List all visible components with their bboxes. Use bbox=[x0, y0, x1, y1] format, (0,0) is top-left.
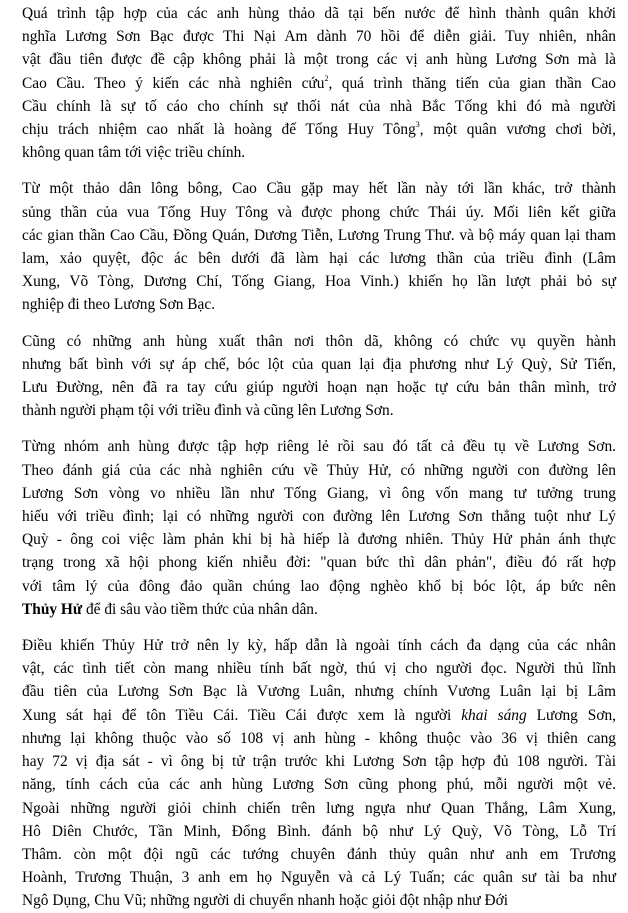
paragraph bbox=[22, 634, 616, 912]
text-line bbox=[22, 247, 616, 270]
text-line bbox=[22, 750, 616, 773]
text-run: vật đầu tiên được đề cập không phải là một trong các vị anh hùng Lương Sơn mà là bbox=[22, 51, 616, 69]
text-run: đầu tiên của Lương Sơn Bạc là Vương Luân, nhưng chính Vương Luân lại bị Lâm bbox=[22, 683, 616, 701]
footnote-marker: 2 bbox=[324, 73, 329, 83]
text-run: lam, xảo quyệt, độc ác bên dưới đã làm hại các lương thần của triều đình (Lâm bbox=[22, 250, 616, 268]
footnote-marker: 3 bbox=[415, 120, 420, 130]
paragraph bbox=[22, 177, 616, 316]
text-line bbox=[22, 72, 616, 95]
text-line bbox=[22, 575, 616, 598]
text-run: không quan tâm tới việc triều chính. bbox=[22, 144, 246, 162]
text-run: Ngô Dụng, Chu Vũ; những người di chuyển nhanh hoặc giỏi đột nhập như Đới bbox=[22, 892, 509, 910]
paragraph bbox=[22, 330, 616, 423]
text-run: hay 72 vị địa sát - vì ông bị tử trận trước khi Lương Sơn tập hợp đủ 108 người. Tài bbox=[22, 753, 616, 771]
paragraph bbox=[22, 2, 616, 164]
bold-title: Thủy Hử bbox=[22, 600, 83, 618]
text-line bbox=[22, 399, 616, 422]
text-line bbox=[22, 293, 616, 316]
text-run: Lưu Đường, nên đã ra tay cứu giúp người hoạn nạn hoặc tự cứu bản thân mình, trở bbox=[22, 379, 616, 397]
text-run: với tâm lý của đông đảo quần chúng lao động nghèo khổ bị bóc lột, áp bức nên bbox=[22, 577, 616, 595]
text-run: Quá trình tập hợp của các anh hùng thảo dã tại bến nước để hình thành quân khởi bbox=[22, 5, 616, 22]
text-run: năng, tính cách của các anh hùng Lương Sơn cũng phong phú, mỗi người một vẻ. bbox=[22, 776, 616, 794]
text-run: các gian thần Cao Cầu, Đồng Quán, Dương Tiễn, Lương Trung Thư. và bộ máy quan lại tham bbox=[22, 226, 616, 244]
text-run: hiếu với triều đình; lại có những người con đường lên Lương Sơn thẳng tuột như Lý bbox=[22, 508, 616, 526]
paragraph bbox=[22, 435, 616, 621]
text-run: Từ một thảo dân lông bông, Cao Cầu gặp may hết lần này tới lần khác, trở thành bbox=[22, 180, 616, 198]
text-run: Ngoài những người giỏi chinh chiến trên lưng ngựa như Quan Thắng, Lâm Xung, bbox=[22, 799, 616, 817]
text-run: Cao Cầu. Theo ý kiến các nhà nghiên cứu bbox=[22, 74, 325, 92]
text-line bbox=[22, 48, 616, 71]
text-run: trạng trong xã hội phong kiến nhiễu đời: "quan bức thì dân phản", điều đó rất hợp bbox=[22, 554, 616, 572]
text-run: Xung sát hại để tôn Tiều Cái. Tiều Cái được xem là người bbox=[22, 706, 462, 724]
text-line bbox=[22, 177, 616, 200]
text-run: để đi sâu vào tiềm thức của nhân dân. bbox=[82, 600, 318, 618]
text-line bbox=[22, 773, 616, 796]
text-line bbox=[22, 224, 616, 247]
text-run: nghiệp đi theo Lương Sơn Bạc. bbox=[22, 296, 216, 314]
italic-term: khai sáng bbox=[461, 706, 527, 724]
text-run: Quỳ - ông coi việc làm phản khi bị hà hiếp là đương nhiên. Thủy Hử phản ánh thực bbox=[22, 531, 616, 549]
text-run: chịu trách nhiệm cao nhất là hoàng đế Tống Huy Tông bbox=[22, 121, 416, 139]
text-line bbox=[22, 270, 616, 293]
text-run: Thâm. còn một đội ngũ các tướng chuyên đánh thủy quân như anh em Trương bbox=[22, 845, 616, 863]
text-run: Theo đánh giá của các nhà nghiên cứu về Thủy Hử, có những người con đường lên bbox=[22, 461, 616, 479]
text-line bbox=[22, 797, 616, 820]
text-line bbox=[22, 866, 616, 889]
text-line bbox=[22, 820, 616, 843]
text-line bbox=[22, 2, 616, 25]
text-run: sủng thần của vua Tống Huy Tông và được phong chức Thái úy. Mối liên kết giữa bbox=[22, 203, 616, 221]
text-run: , một quân vương chơi bời, bbox=[419, 121, 616, 139]
text-line bbox=[22, 353, 616, 376]
text-line bbox=[22, 482, 616, 505]
text-line bbox=[22, 505, 616, 528]
text-run: Lương Sơn, bbox=[526, 706, 616, 724]
text-run: Hô Diên Chước, Tần Minh, Đổng Bình. đánh bộ như Lý Quỳ, Võ Tòng, Lỗ Trí bbox=[22, 822, 616, 840]
text-run: Xung, Võ Tòng, Dương Chí, Tống Giang, Hoa Vinh.) khiến họ lần lượt phải bỏ sự bbox=[22, 273, 616, 291]
text-line bbox=[22, 459, 616, 482]
text-line bbox=[22, 330, 616, 353]
text-line bbox=[22, 376, 616, 399]
text-run: Hoành, Trương Thuận, 3 anh em họ Nguyễn và cả Lý Tuấn; các quân sư tài ba như bbox=[22, 869, 616, 887]
text-line bbox=[22, 843, 616, 866]
text-line bbox=[22, 118, 616, 141]
document-body bbox=[22, 2, 616, 913]
text-run: vật, các tình tiết còn mang nhiều tính bất ngờ, thú vị cho người đọc. Người thủ lĩnh bbox=[22, 660, 616, 678]
text-run: nghĩa Lương Sơn Bạc được Thi Nại Am dành 70 hồi để diễn giải. Tuy nhiên, nhân bbox=[22, 28, 616, 46]
text-line bbox=[22, 95, 616, 118]
text-line bbox=[22, 141, 616, 164]
text-run: nhưng lại không thuộc vào số 108 vị anh hùng - không thuộc vào 36 vị thiên cang bbox=[22, 729, 616, 747]
text-line bbox=[22, 634, 616, 657]
text-run: nhưng bất bình với sự áp chế, bóc lột của quan lại địa phương như Lý Quỳ, Sử Tiến, bbox=[22, 355, 616, 373]
text-line bbox=[22, 727, 616, 750]
text-run: thành người phạm tội với triều đình và cũng lên Lương Sơn. bbox=[22, 402, 394, 420]
text-line bbox=[22, 25, 616, 48]
text-line bbox=[22, 435, 616, 458]
text-line bbox=[22, 598, 616, 621]
text-run: Từng nhóm anh hùng được tập hợp riêng lẻ rồi sau đó tất cả đều tụ về Lương Sơn. bbox=[22, 438, 616, 456]
text-run: Lương Sơn vòng vo nhiều lần như Tống Giang, vì ông vốn mang tư tưởng trung bbox=[22, 484, 616, 502]
text-line bbox=[22, 680, 616, 703]
text-line bbox=[22, 889, 616, 912]
text-line bbox=[22, 201, 616, 224]
text-run: Cũng có những anh hùng xuất thân nơi thôn dã, không có chức vụ quyền hành bbox=[22, 332, 616, 350]
text-run: Điều khiến Thủy Hử trở nên ly kỳ, hấp dẫn là ngoài tính cách đa dạng của các nhân bbox=[22, 637, 616, 655]
text-run: , quá trình thăng tiến của gian thần Cao bbox=[328, 74, 616, 92]
text-line bbox=[22, 704, 616, 727]
text-line bbox=[22, 528, 616, 551]
text-line bbox=[22, 657, 616, 680]
text-run: Cầu chính là sự tố cáo cho chính sự thối nát của nhà Bắc Tống khi đó mà người bbox=[22, 97, 616, 115]
text-line bbox=[22, 551, 616, 574]
